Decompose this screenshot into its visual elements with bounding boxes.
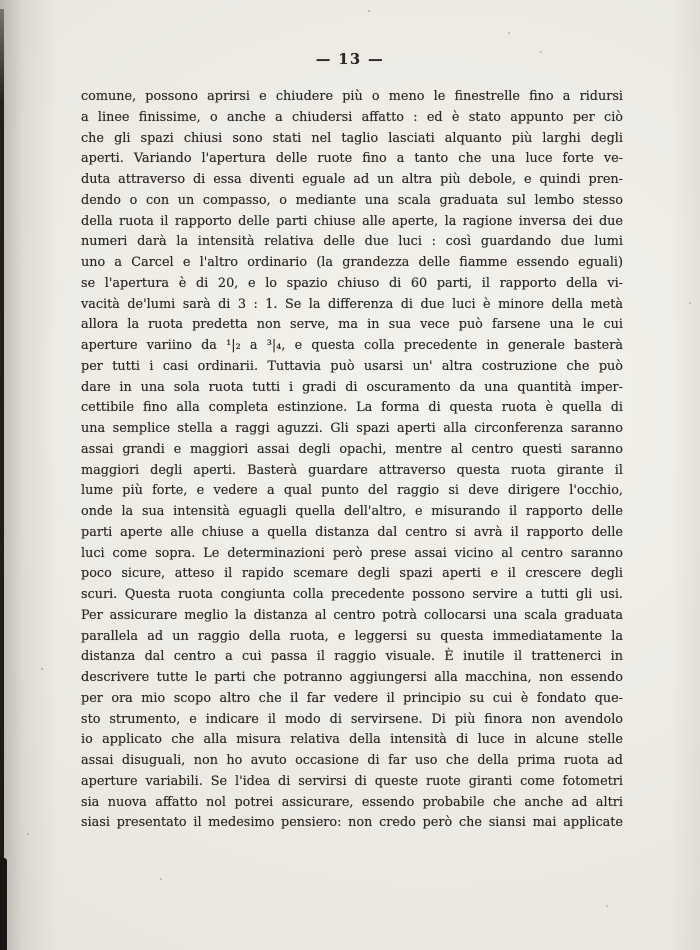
text-line: onde la sua intensità eguagli quella dell'altro, e misurando il rapporto delle	[81, 504, 623, 519]
page-edge-bottom	[0, 858, 7, 950]
text-line: aperti. Variando l'apertura delle ruote fino a tanto che una luce forte ve-	[81, 151, 623, 167]
page-edge-line	[0, 9, 4, 950]
text-line: per ora mio scopo altro che il far vedere il principio su cui è fondato que-	[81, 690, 623, 706]
text-line: distanza dal centro a cui passa il raggio visuale. È inutile il trattenerci in	[81, 649, 623, 665]
text-line: parallela ad un raggio della ruota, e leggersi su questa immediatamente la	[81, 628, 623, 644]
paper-speck	[508, 32, 510, 34]
text-line: a linee finissime, o anche a chiudersi affatto : ed è stato appunto per ciò	[81, 109, 623, 125]
text-line: duta attraverso di essa diventi eguale ad un altra più debole, e quindi pren-	[81, 172, 623, 187]
text-line: lume più forte, e vedere a qual punto del raggio si deve dirigere l'occhio,	[81, 483, 623, 499]
text-line: comune, possono aprirsi e chiudere più o meno le finestrelle fino a ridursi	[81, 89, 623, 104]
text-line: numeri darà la intensità relativa delle due luci : così guardando due lumi	[81, 234, 623, 250]
text-line: aperture variino da ¹|₂ a ³|₄, e questa colla precedente in generale basterà	[81, 338, 623, 353]
text-line: se l'apertura è di 20, e lo spazio chiuso di 60 parti, il rapporto della vi-	[81, 275, 623, 291]
paper-speck	[689, 302, 691, 304]
text-line: che gli spazi chiusi sono stati nel taglio lasciati alquanto più larghi degli	[81, 130, 623, 146]
text-line: sia nuova affatto nol potrei assicurare, essendo probabile che anche ad altri	[81, 794, 623, 810]
paper-speck	[41, 668, 43, 670]
text-line: descrivere tutte le parti che potranno aggiungersi alla macchina, non essendo	[81, 670, 623, 685]
text-line: assai grandi e maggiori assai degli opachi, mentre al centro questi saranno	[81, 441, 623, 457]
text-line: per tutti i casi ordinarii. Tuttavia può usarsi un' altra costruzione che può	[81, 358, 623, 374]
paper-speck	[606, 905, 608, 907]
text-line: dare in una sola ruota tutti i gradi di oscuramento da una quantità imper-	[81, 379, 623, 395]
text-line: scuri. Questa ruota congiunta colla precedente possono servire a tutti gli usi.	[81, 587, 623, 602]
text-line: siasi presentato il medesimo pensiero: non credo però che siansi mai applicate	[81, 815, 623, 831]
text-line: assai disuguali, non ho avuto occasione di far uso che della prima ruota ad	[81, 753, 623, 768]
text-line: allora la ruota predetta non serve, ma in sua vece può farsene una le cui	[81, 317, 623, 333]
text-line: uno a Carcel e l'altro ordinario (la grandezza delle fiamme essendo eguali)	[81, 255, 623, 270]
text-line: dendo o con un compasso, o mediante una scala graduata sul lembo stesso	[81, 192, 623, 208]
text-line: una semplice stella a raggi aguzzi. Gli spazi aperti alla circonferenza saranno	[81, 421, 623, 436]
paper-speck	[27, 833, 29, 835]
text-line: io applicato che alla misura relativa della intensità di luce in alcune stelle	[81, 732, 623, 748]
text-line: cettibile fino alla completa estinzione. La forma di questa ruota è quella di	[81, 400, 623, 416]
text-line: maggiori degli aperti. Basterà guardare attraverso questa ruota girante il	[81, 462, 623, 478]
text-line: della ruota il rapporto delle parti chiuse alle aperte, la ragione inversa dei due	[81, 213, 623, 229]
text-line: Per assicurare meglio la distanza al centro potrà collocarsi una scala graduata	[81, 607, 623, 623]
text-line: aperture variabili. Se l'idea di servirsi di queste ruote giranti come fotometri	[81, 773, 623, 789]
text-line: vacità de'lumi sarà di 3 : 1. Se la differenza di due luci è minore della metà	[81, 296, 623, 312]
paper-speck	[160, 878, 162, 880]
page-number: — 13 —	[315, 51, 385, 68]
page-text	[81, 87, 623, 834]
paper-speck	[368, 10, 370, 12]
text-line: luci come sopra. Le determinazioni però prese assai vicino al centro saranno	[81, 545, 623, 561]
right-margin-shadow	[670, 0, 700, 950]
text-line: poco sicure, atteso il rapido scemare degli spazi aperti e il crescere degli	[81, 566, 623, 582]
text-line: sto strumento, e indicare il modo di servirsene. Di più finora non avendolo	[81, 711, 623, 727]
book-gutter-shadow	[0, 0, 58, 950]
text-line: parti aperte alle chiuse a quella distanza dal centro si avrà il rapporto delle	[81, 524, 623, 540]
